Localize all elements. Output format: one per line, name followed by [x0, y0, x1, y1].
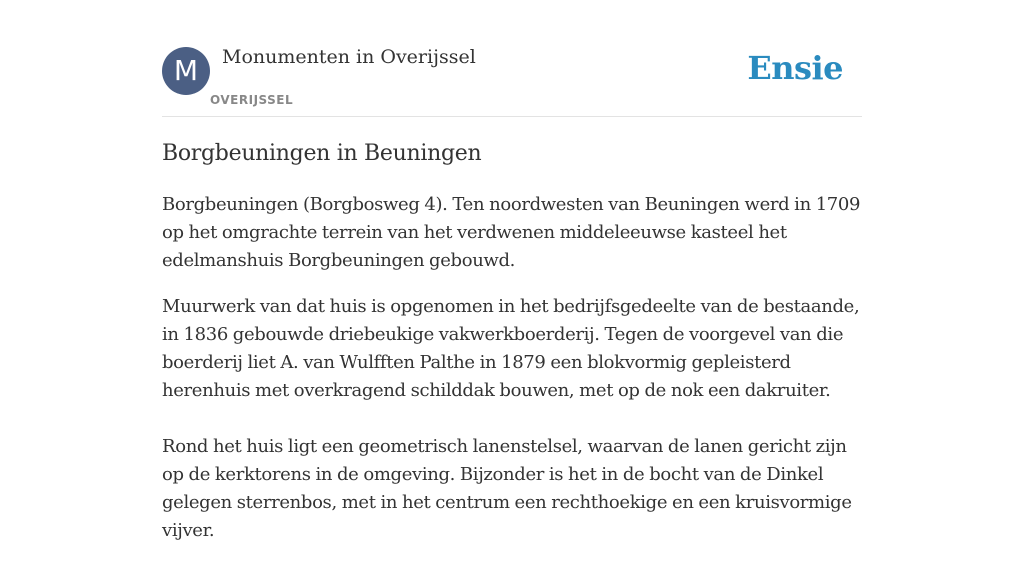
- article-paragraph: Rond het huis ligt een geometrisch lanenstelsel, waarvan de lanen gericht zijn op de kerktorens in de omgeving. Bijzonder is het in de bocht van de Dinkel gelegen sterrenbos, met in het centrum een rechthoekige en een kruisvormige vijver.: [162, 436, 852, 541]
- article-paragraph: Borgbeuningen (Borgbosweg 4). Ten noordwesten van Beuningen werd in 1709 op het omgrachte terrein van het verdwenen middeleeuwse kasteel het edelmanshuis Borgbeuningen gebouwd.: [162, 194, 861, 271]
- site-title[interactable]: Monumenten in Overijssel: [222, 46, 476, 68]
- ensie-logo[interactable]: Ensie: [747, 49, 843, 87]
- avatar[interactable]: M: [162, 47, 210, 95]
- article: [162, 138, 864, 563]
- article-paragraph: Muurwerk van dat huis is opgenomen in het bedrijfsgedeelte van de bestaande, in 1836 gebouwde driebeukige vakwerkboerderij. Tegen de voorgevel van die boerderij liet A. van Wulfften Palthe in 1879 een blokvormig gepleisterd herenhuis met overkragend schilddak bouwen, met op de nok een dakruiter.: [162, 296, 860, 401]
- header: [162, 46, 862, 117]
- category-link[interactable]: OVERIJSSEL: [210, 93, 294, 107]
- article-title: Borgbeuningen in Beuningen: [162, 141, 482, 166]
